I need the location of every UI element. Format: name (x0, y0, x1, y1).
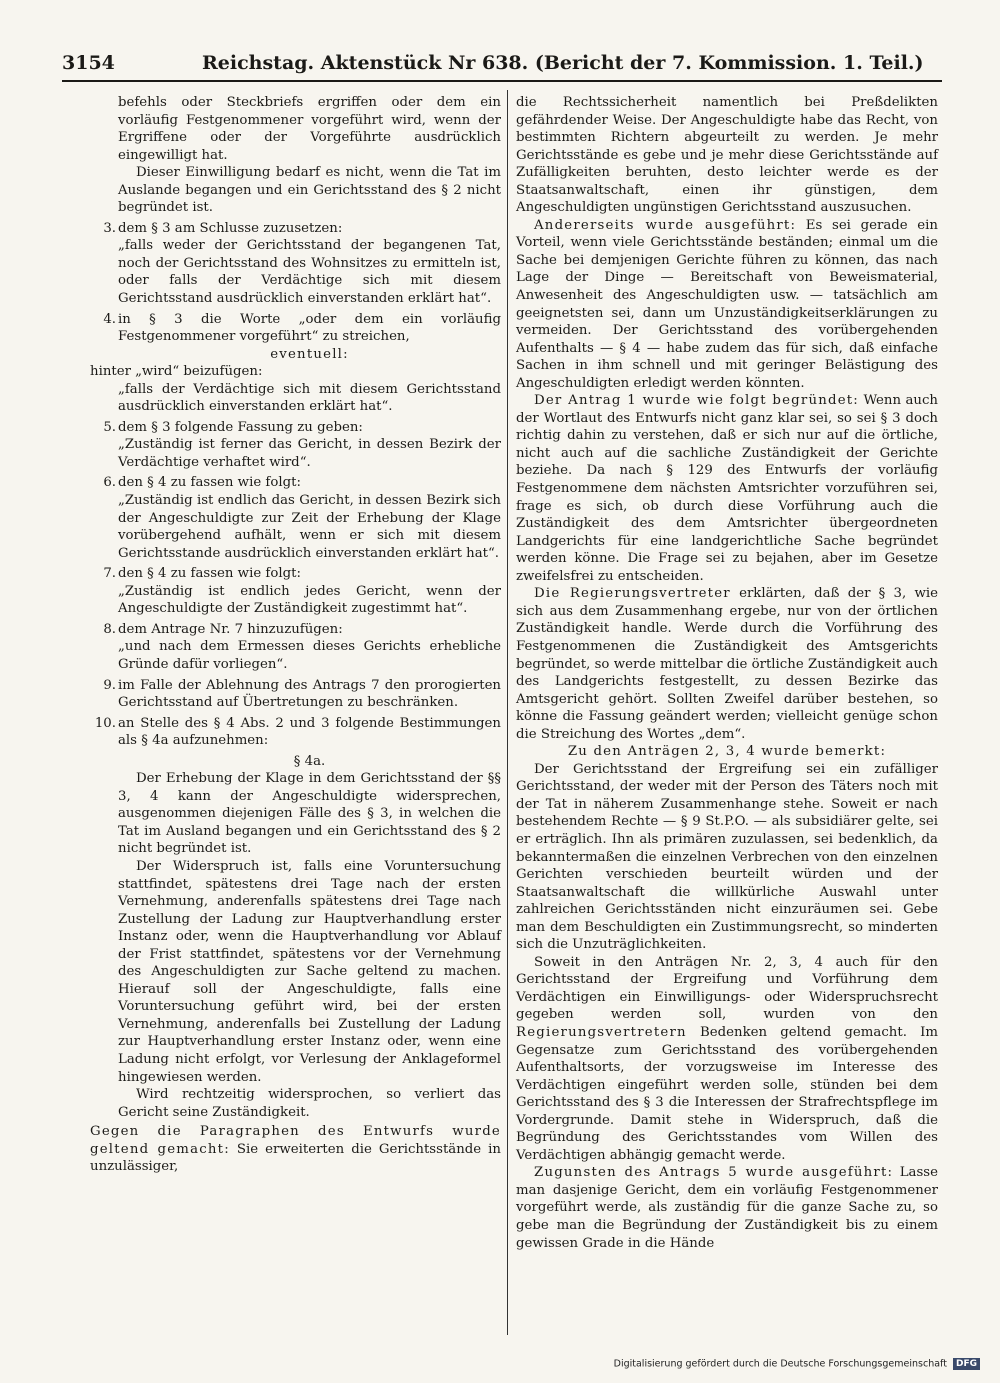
item-quote: „Zuständig ist endlich das Gericht, in dessen Bezirk sich der Angeschuldigte zur Zeit der Erhebung der Klage vorübergehend aufhält, wenn er sich mit diesem Gerichtsstande ausdrücklich einverstanden erklärt hat“. (118, 493, 501, 561)
spaced-lead: Die Regierungsvertreter (534, 586, 731, 602)
paragraph-text: Es sei gerade ein Vorteil, wenn viele Gerichtsstände beständen; einmal um die Sache bei demjenigen Gerichte führen zu können, das nach Lage der Dinge — Bereitschaft von Beweismaterial, Anwesenheit des Angeschuldigten usw. — tatsächlich am geeignetsten sei, dann um Unzuständigkeitserklärungen zu vermeiden. Der Gerichtsstand des vorübergehenden Aufenthalts — § 4 — habe zudem das für sich, daß einfache Sachen in ihm schnell und mit geringer Belästigung des Angeschuldigten erledigt werden könnten. (516, 217, 938, 391)
item-text: dem § 3 am Schlusse zuzusetzen: (118, 220, 343, 236)
paragraph: Dieser Einwilligung bedarf es nicht, wenn die Tat im Auslande begangen und ein Gerichtsstand des § 2 nicht begründet ist. (118, 165, 501, 216)
item-text: den § 4 zu fassen wie folgt: (118, 475, 301, 491)
list-item (103, 220, 501, 308)
paragraph: Wird rechtzeitig widersprochen, so verliert das Gericht seine Zuständigkeit. (118, 1087, 501, 1120)
list-item (103, 565, 501, 618)
dfg-logo: DFG (953, 1358, 980, 1370)
item-number: 10. (94, 715, 116, 731)
paragraph (516, 585, 938, 743)
paragraph (90, 1123, 501, 1176)
item-text: in § 3 die Worte „oder dem ein vorläufig Festgenommener vorgeführt“ zu streichen, (118, 311, 501, 345)
item-number: 3. (103, 220, 116, 236)
item-number: 8. (103, 621, 116, 637)
spaced-lead: Zugunsten des Antrags 5 wurde ausgeführt: (534, 1165, 894, 1181)
paragraph: Der Widerspruch ist, falls eine Voruntersuchung stattfindet, spätestens drei Tage nach der ersten Vernehmung, anderenfalls spätestens drei Tage nach Zustellung der Ladung zur Hauptverhandlung erster Instanz oder, wenn die Hauptverhandlung vor Ablauf der Frist stattfindet, spätestens vor der Vernehmung des Angeschuldigten zur Sache geltend zu machen. Hierauf soll der Angeschuldigte, falls eine Voruntersuchung geführt wird, bei der ersten Vernehmung, anderenfalls bei Zustellung der Ladung zur Hauptverhandlung erster Instanz oder, wenn eine Ladung nicht erfolgt, vor Verlesung der Anklageformel hingewiesen werden. (118, 858, 501, 1085)
paragraph: befehls oder Steckbriefs ergriffen oder dem ein vorläufig Festgenommener vorgeführt wird, wenn der Ergriffene oder der Vorgeführte ausdrücklich eingewilligt hat. (118, 95, 501, 163)
column-divider (507, 90, 508, 1335)
paragraph (516, 217, 938, 392)
item-eventuell: eventuell: (270, 346, 349, 362)
paragraph-text: Sie erweiterten die Gerichtsstände in unzulässiger, (90, 1141, 501, 1175)
item-text: den § 4 zu fassen wie folgt: (118, 566, 301, 582)
paragraph (516, 954, 938, 1165)
item-number: 5. (103, 419, 116, 435)
paragraph: die Rechtssicherheit namentlich bei Preßdelikten gefährdender Weise. Der Angeschuldigte habe das Recht, von bestimmten Richtern abgeurteilt zu werden. Je mehr Gerichtsstände es gebe und je mehr diese Gerichtsstände auf Zufälligkeiten beruhten, desto leichter werde es der Staatsanwaltschaft, einen ihr günstigen, dem Angeschuldigten ungünstigen Gerichtsstand auszusuchen. (516, 95, 938, 216)
list-item (103, 474, 501, 562)
item-number: 4. (103, 311, 116, 327)
paragraph-text: Soweit in den Anträgen Nr. 2, 3, 4 auch für den Gerichtsstand der Ergreifung und Vorführung dem Verdächtigen ein Einwilligungs- oder Widerspruchsrecht gegeben werden soll, wurden von den (516, 954, 938, 1023)
paragraph-text: Lasse man dasjenige Gericht, dem ein vorläufig Festgenommener vorgeführt werde, als zuständig für die ganze Sache zu, so gebe man die Begründung der Zuständigkeit bis zu einem gewissen Grade in die Hände (516, 1165, 938, 1251)
paragraph (516, 1164, 938, 1252)
subheading: Zu den Anträgen 2, 3, 4 wurde bemerkt: (567, 744, 887, 760)
item-text: im Falle der Ablehnung des Antrags 7 den prorogierten Gerichtsstand auf Übertretungen zu beschränken. (118, 677, 501, 711)
list-item (103, 621, 501, 674)
paragraph-text: Wenn auch der Wortlaut des Entwurfs nicht ganz klar sei, so sei § 3 doch richtig dahin zu verstehen, daß er sich nur auf die örtliche, nicht auch auf die sachliche Zuständigkeit der Gerichte beziehe. Da nach § 129 des Entwurfs der vorläufig Festgenommene dem nächsten Amtsrichter vorzuführen sei, frage es sich, ob durch diese Vorführung auch die Zuständigkeit des dem Amtsrichter übergeordneten Landgerichts für eine landgerichtliche Sache begründet werden könne. Die Frage sei zu bejahen, aber im Gesetze zweifelsfrei zu entscheiden. (516, 393, 938, 584)
item-text: dem Antrage Nr. 7 hinzuzufügen: (118, 621, 343, 637)
list-item (103, 677, 501, 712)
spaced-lead: Regierungsvertretern (516, 1024, 687, 1040)
paragraph: Der Gerichtsstand der Ergreifung sei ein zufälliger Gerichtsstand, der weder mit der Person des Täters noch mit der Tat in näherem Zusammenhange stehe. Soweit er nach bestehendem Rechte — § 9 St.P.O. — als subsidiärer gelte, sei er erträglich. Ihn als primären zuzulassen, sei bedenklich, da bekanntermaßen die einzelnen Verbrechen von den einzelnen Gerichten verschieden beurteilt würden und der Staatsanwaltschaft die willkürliche Auswahl unter zahlreichen Gerichtsständen nicht einzuräumen sei. Gebe man dem Beschuldigten ein Zustimmungsrecht, so minderten sich die Unzuträglichkeiten. (516, 761, 938, 953)
item-quote: „Zuständig ist ferner das Gericht, in dessen Bezirk der Verdächtige verhaftet wird“. (118, 437, 501, 470)
page-header (62, 52, 942, 82)
left-column (90, 94, 501, 1176)
spaced-lead: Gegen die Paragraphen des Entwurfs wurde geltend gemacht: (90, 1124, 501, 1157)
item-number: 7. (103, 566, 116, 582)
paragraph-text: Bedenken geltend gemacht. Im Gegensatze zum Gerichtsstand des vorübergehenden Aufenthaltsorts, der vorzugsweise im Interesse des Verdächtigen eingeführt werden solle, stünden bei dem Gerichtsstand des § 3 die Interessen der Strafrechtspflege im Vordergrunde. Damit stehe in Widerspruch, daß die Begründung des Gerichtsstandes vom Willen des Verdächtigen abhängig gemacht werde. (516, 1024, 938, 1163)
item-number: 6. (103, 475, 116, 491)
paragraph (516, 392, 938, 585)
running-title: Reichstag. Aktenstück Nr 638. (Bericht der 7. Kommission. 1. Teil.) (202, 52, 924, 74)
item-text: an Stelle des § 4 Abs. 2 und 3 folgende Bestimmungen als § 4a aufzunehmen: (118, 715, 501, 749)
list-item (90, 311, 501, 416)
item-text: dem § 3 folgende Fassung zu geben: (118, 419, 363, 435)
section-heading: § 4a. (293, 753, 326, 769)
list-item (103, 419, 501, 472)
credit-text: Digitalisierung gefördert durch die Deutsche Forschungsgemeinschaft (613, 1358, 947, 1370)
digitization-credit (614, 1358, 980, 1370)
paragraph: Der Erhebung der Klage in dem Gerichtsstand der §§ 3, 4 kann der Angeschuldigte widersprechen, ausgenommen diejenigen Fälle des § 3, in welchen die Tat im Ausland begangen und ein Gerichtsstand des § 2 nicht begründet ist. (118, 771, 501, 857)
item-hinter: hinter „wird“ beizufügen: (90, 364, 263, 380)
item-number: 9. (103, 677, 116, 693)
item-quote: „falls der Verdächtige sich mit diesem Gerichtsstand ausdrücklich einverstanden erklärt hat“. (118, 381, 501, 415)
item-quote: „und nach dem Ermessen dieses Gerichts erhebliche Gründe dafür vorliegen“. (118, 639, 501, 672)
item-quote: „falls weder der Gerichtsstand der begangenen Tat, noch der Gerichtsstand des Wohnsitzes zu ermitteln ist, oder falls der Verdächtige sich mit diesem Gerichtsstand ausdrücklich einverstanden erklärt hat“. (118, 238, 501, 307)
paragraph-text: erklärten, daß der § 3, wie sich aus dem Zusammenhang ergebe, nur von der örtlichen Zuständigkeit handle. Werde durch die Vorführung des Festgenommenen die Zuständigkeit des Amtsgerichts begründet, so werde mittelbar die örtliche Zuständigkeit auch des Landgerichts festgestellt, zu dessen Bezirke das Amtsgericht gehört. Sollten Zweifel darüber bestehen, so könne die Fassung geändert werden; vielleicht genüge schon die Streichung des Wortes „dem“. (516, 586, 938, 742)
item-quote: „Zuständig ist endlich jedes Gericht, wenn der Angeschuldigte der Zuständigkeit zugestimmt hat“. (118, 583, 501, 617)
spaced-lead: Der Antrag 1 wurde wie folgt begründet: (534, 393, 859, 409)
spaced-lead: Andererseits wurde ausgeführt: (534, 217, 797, 233)
page-number: 3154 (62, 52, 115, 74)
list-item (94, 715, 501, 750)
right-column (516, 94, 938, 1252)
